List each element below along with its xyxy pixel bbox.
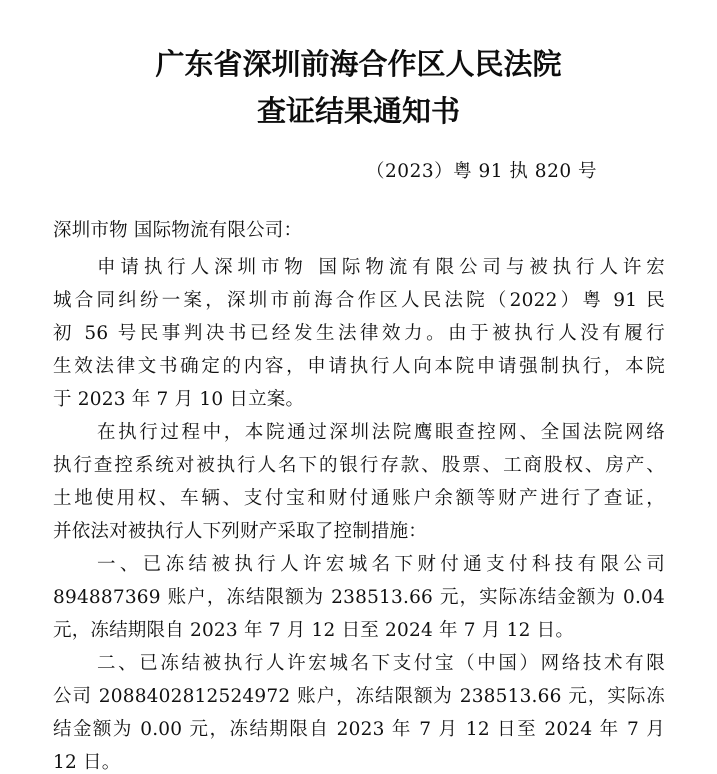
item-2-line-2: 公司 2088402812524972 账户，冻结限额为 238513.66 元，实际冻 [53,686,665,707]
case-number [366,157,597,183]
item-1-line-2: 894887369 账户，冻结限额为 238513.66 元，实际冻结金额为 0.04 [53,587,665,608]
item-2-line-4: 12 日。 [53,752,121,773]
case-number-text: （2023）粤 91 执 820 号 [366,161,597,182]
paragraph-1-line-1: 申请执行人深圳市物 国际物流有限公司与被执行人许宏 [97,257,665,278]
paragraph-1-line-4: 生效法律文书确定的内容，申请执行人向本院申请强制执行，本院 [53,356,665,377]
addressee-line: 深圳市物 国际物流有限公司： [53,220,303,241]
item-2-line-1: 二、已冻结被执行人许宏城名下支付宝（中国）网络技术有限 [97,653,665,674]
paragraph-2-line-3: 土地使用权、车辆、支付宝和财付通账户余额等财产进行了查证， [53,488,665,509]
item-1-line-1: 一、已冻结被执行人许宏城名下财付通支付科技有限公司 [97,554,665,575]
paragraph-2-line-2: 执行查控系统对被执行人名下的银行存款、股票、工商股权、房产、 [53,455,665,476]
paragraph-2-line-4: 并依法对被执行人下列财产采取了控制措施： [53,521,428,542]
item-2-line-3: 结金额为 0.00 元，冻结期限自 2023 年 7 月 12 日至 2024 年 7 月 [53,719,665,740]
paragraph-2-line-1: 在执行过程中，本院通过深圳法院鹰眼查控网、全国法院网络 [97,422,665,443]
paragraph-1-line-5: 于 2023 年 7 月 10 日立案。 [53,389,305,410]
document-title: 查证结果通知书 [256,94,460,128]
paragraph-1-line-2: 城合同纠纷一案，深圳市前海合作区人民法院（2022）粤 91 民 [53,290,665,311]
court-name: 广东省深圳前海合作区人民法院 [155,47,562,81]
paragraph-1-line-3: 初 56 号民事判决书已经发生法律效力。由于被执行人没有履行 [53,323,665,344]
item-1-line-3: 元，冻结期限自 2023 年 7 月 12 日至 2024 年 7 月 12 日。 [53,620,575,641]
